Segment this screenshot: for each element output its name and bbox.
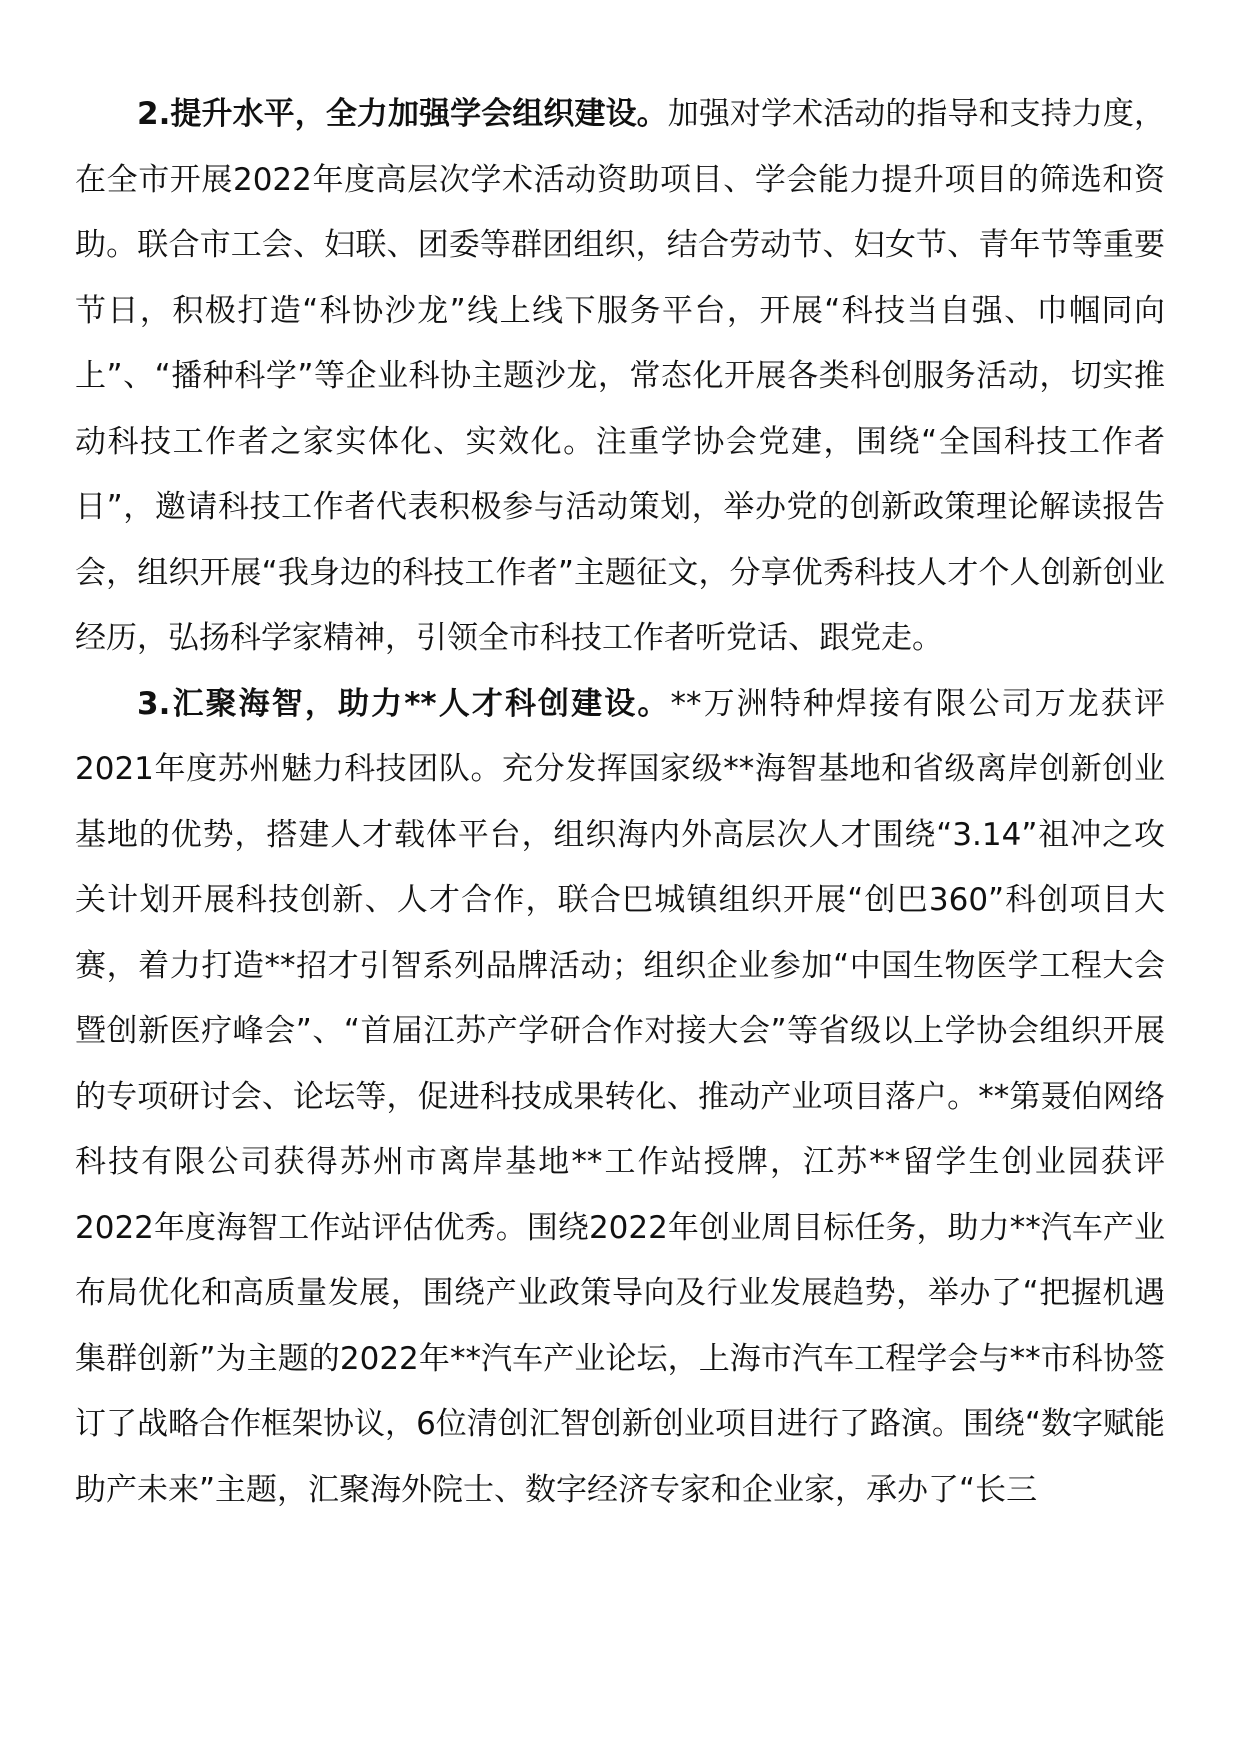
paragraph-body: 加强对学术活动的指导和支持力度，在全市开展2022年度高层次学术活动资助项目、学会能力提升项目的筛选和资助。联合市工会、妇联、团委等群团组织，结合劳动节、妇女节、青年节等重要节日，积极打造“科协沙龙”线上线下服务平台，开展“科技当自强、巾帼同向上”、“播种科学”等企业科协主题沙龙，常态化开展各类科创服务活动，切实推动科技工作者之家实体化、实效化。注重学协会党建，围绕“全国科技工作者日”，邀请科技工作者代表积极参与活动策划，举办党的创新政策理论解读报告会，组织开展“我身边的科技工作者”主题征文，分享优秀科技人才个人创新创业经历，弘扬科学家精神，引领全市科技工作者听党话、跟党走。 bbox=[75, 96, 1165, 656]
paragraph-heading: 2.提升水平，全力加强学会组织建设。 bbox=[137, 96, 668, 132]
paragraph-organization-building bbox=[75, 82, 1165, 672]
paragraph-heading: 3.汇聚海智，助力**人才科创建设。 bbox=[137, 685, 671, 722]
paragraph-body: **万洲特种焊接有限公司万龙获评2021年度苏州魅力科技团队。充分发挥国家级**海智基地和省级离岸创新创业基地的优势，搭建人才载体平台，组织海内外高层次人才围绕“3.14”祖冲之攻关计划开展科技创新、人才合作，联合巴城镇组织开展“创巴360”科创项目大赛，着力打造**招才引智系列品牌活动；组织企业参加“中国生物医学工程大会暨创新医疗峰会”、“首届江苏产学研合作对接大会”等省级以上学协会组织开展的专项研讨会、论坛等，促进科技成果转化、推动产业项目落户。**第聂伯网络科技有限公司获得苏州市离岸基地**工作站授牌，江苏**留学生创业园获评2022年度海智工作站评估优秀。围绕2022年创业周目标任务，助力**汽车产业布局优化和高质量发展，围绕产业政策导向及行业发展趋势，举办了“把握机遇集群创新”为主题的2022年**汽车产业论坛，上海市汽车工程学会与**市科协签订了战略合作框架协议，6位清创汇智创新创业项目进行了路演。围绕“数字赋能助产未来”主题，汇聚海外院士、数字经济专家和企业家，承办了“长三 bbox=[75, 685, 1165, 1508]
document-page bbox=[75, 82, 1165, 1523]
paragraph-talent-innovation bbox=[75, 672, 1165, 1524]
